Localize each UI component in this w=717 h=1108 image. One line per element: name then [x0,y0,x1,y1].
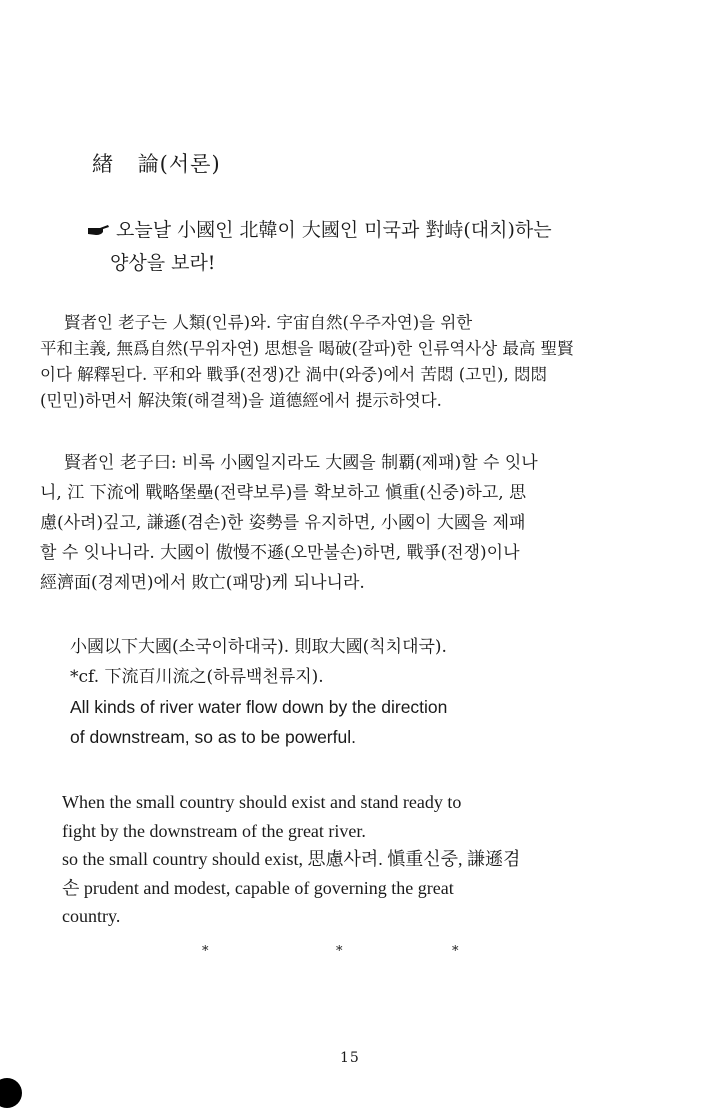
separator-star: * [452,944,459,959]
quote-line: 小國以下大國(소국이하대국). 則取大國(칙치대국). [70,637,447,657]
intro-line-2: 양상을 보라! [110,252,216,274]
paragraph-2 [40,448,680,598]
paragraph-1-line: 이다 解釋된다. 平和와 戰爭(전쟁)간 渦中(와중)에서 苦悶 (고민), 悶悶 [40,365,547,384]
quote-line-english: All kinds of river water flow down by the direction [70,697,448,717]
paragraph-2-line: 慮(사려)깊고, 謙遜(겸손)한 姿勢를 유지하면, 小國이 大國을 제패 [40,513,526,533]
paragraph-2-line: 經濟面(경제면)에서 敗亡(패망)케 되나니라. [40,573,365,593]
pointing-hand-icon [88,215,110,247]
intro-line-1: 오늘날 小國인 北韓이 大國인 미국과 對峙(대치)하는 [88,214,648,247]
page-title [92,148,221,178]
paragraph-1 [40,310,680,414]
english-line: so the small country should exist, 思慮사려. 愼重신중, 謙遜겸 [62,849,521,869]
english-paragraph [62,788,642,931]
paragraph-2-line: 니, 江 下流에 戰略堡壘(전략보루)를 확보하고 愼重(신중)하고, 思 [40,483,527,503]
english-line: 손 prudent and modest, capable of governing the great [62,877,454,898]
separator-star: * [336,944,343,959]
paragraph-2-line: 할 수 잇나니라. 大國이 傲慢不遜(오만불손)하면, 戰爭(전쟁)이나 [40,543,520,563]
quote-block [70,632,630,752]
english-line: fight by the downstream of the great river. [62,820,366,841]
quote-line: *cf. 下流百川流之(하류백천류지). [70,667,324,687]
english-line: country. [62,906,121,926]
quote-line-english: of downstream, so as to be powerful. [70,727,356,747]
title-word-2: 論(서론) [137,152,221,176]
title-word-1: 緖 [92,152,114,176]
paragraph-1-line: 平和主義, 無爲自然(무위자연) 思想을 喝破(갈파)한 인류역사상 最高 聖賢 [40,339,574,358]
page-number: 15 [340,1050,360,1066]
separator-star: * [202,944,209,959]
paragraph-1-line: 賢者인 老子는 人類(인류)와. 宇宙自然(우주자연)을 위한 [64,313,473,332]
intro-block [88,214,648,279]
ink-blot [0,1078,22,1108]
english-line: When the small country should exist and stand ready to [62,792,462,812]
paragraph-2-line: 賢者인 老子曰: 비록 小國일지라도 大國을 制覇(제패)할 수 잇나 [64,453,538,473]
paragraph-1-line: (민민)하면서 解決策(해결책)을 道德經에서 提示하엿다. [40,391,442,410]
